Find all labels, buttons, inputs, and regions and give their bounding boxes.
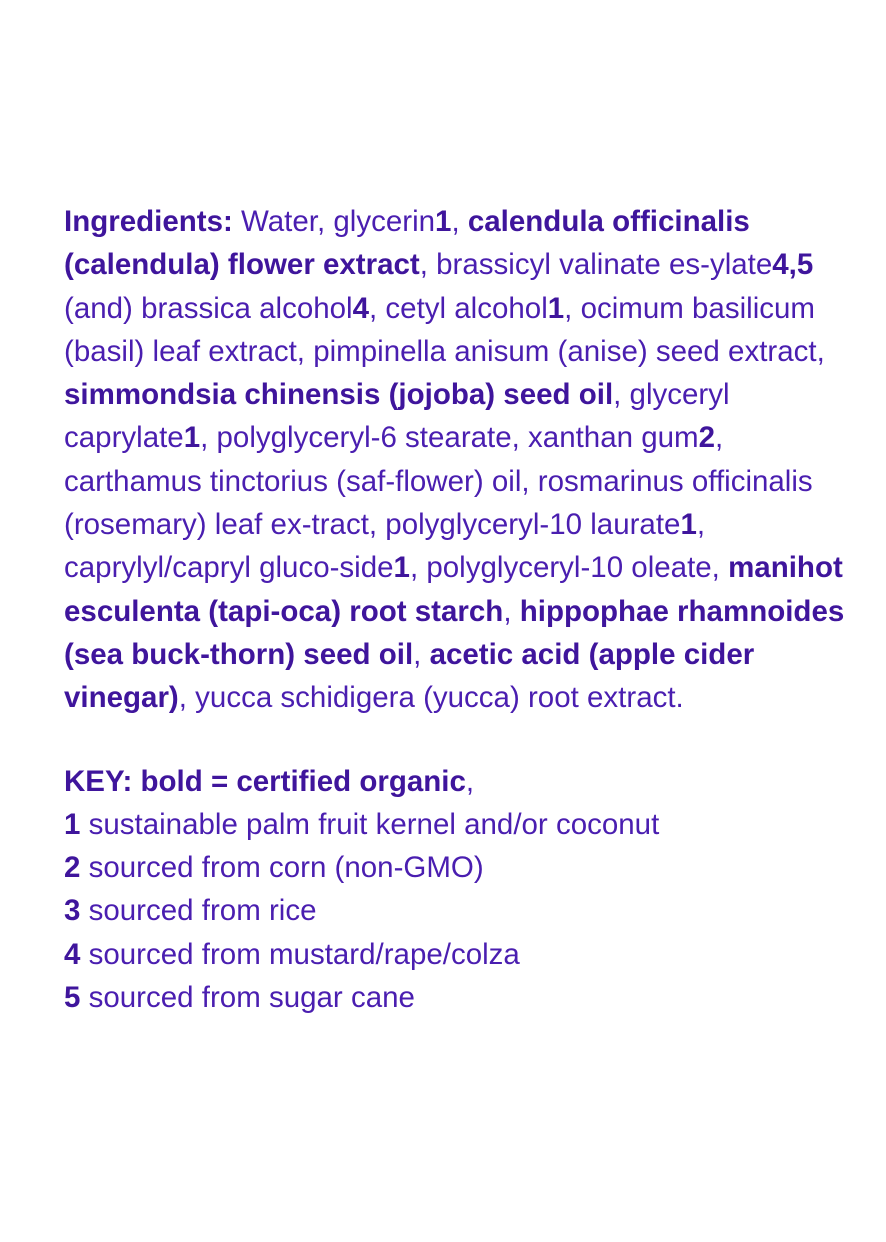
key-title-line	[64, 760, 854, 803]
key-title-suffix: ,	[465, 764, 475, 798]
key-item-number: 1	[64, 807, 81, 841]
ingredient-segment: , brassicyl valinate es-ylate	[419, 248, 773, 282]
key-item-text: sourced from sugar cane	[80, 981, 415, 1015]
ingredient-segment: , ocimum basilicum (basil) leaf extract, pimpinella anisum (anise) seed extract,	[64, 291, 825, 368]
ingredient-bold-segment: hippophae rhamnoides (sea buck-thorn) seed oil	[64, 594, 845, 671]
ingredient-segment: ,	[503, 594, 520, 628]
ingredient-bold-segment: 2	[698, 421, 716, 455]
ingredient-bold-segment: 1	[680, 508, 697, 542]
key-item-number: 4	[64, 937, 81, 971]
ingredient-segment: , cetyl alcohol	[369, 291, 548, 325]
ingredient-segment: ,	[451, 205, 468, 238]
key-item-number: 3	[64, 894, 81, 928]
ingredient-bold-segment: simmondsia chinensis (jojoba) seed oil	[64, 378, 614, 412]
ingredient-segment: , carthamus tinctorius (saf-flower) oil, rosmarinus officinalis (rosemary) leaf ex-tract, polyglyceryl-10 laurate	[64, 421, 813, 542]
key-legend	[64, 760, 854, 1020]
key-item-number: 2	[64, 851, 81, 885]
label-panel	[64, 200, 854, 1019]
key-item	[64, 803, 854, 846]
ingredient-bold-segment: 1	[435, 205, 452, 238]
key-item	[64, 846, 854, 889]
key-item-text: sourced from mustard/rape/colza	[80, 937, 520, 971]
key-item	[64, 976, 854, 1019]
ingredient-bold-segment: manihot esculenta (tapi-oca) root starch	[64, 551, 843, 628]
ingredient-bold-segment: calendula officinalis (calendula) flower extract	[64, 205, 750, 282]
ingredient-bold-segment: 4,5	[772, 248, 814, 282]
ingredient-segment: (and) brassica alcohol	[64, 291, 353, 325]
ingredient-segment: , polyglyceryl-10 oleate,	[409, 551, 729, 585]
key-item-text: sourced from corn (non-GMO)	[80, 851, 484, 885]
key-item	[64, 889, 854, 932]
ingredient-bold-segment: 1	[393, 551, 410, 585]
ingredient-bold-segment: 4	[352, 291, 370, 325]
key-item-number: 5	[64, 981, 81, 1015]
ingredient-segment: , yucca schidigera (yucca) root extract.	[178, 681, 684, 715]
key-title: KEY: bold = certified organic	[64, 764, 466, 798]
ingredient-segment: , glyceryl caprylate	[64, 378, 730, 455]
ingredients-label: Ingredients:	[64, 205, 233, 238]
ingredient-bold-segment: 1	[547, 291, 565, 325]
ingredient-bold-segment: 1	[183, 421, 201, 455]
ingredient-segment: ,	[413, 637, 430, 671]
key-item-text: sustainable palm fruit kernel and/or coconut	[80, 807, 660, 841]
key-item	[64, 933, 854, 976]
ingredients-paragraph	[64, 200, 854, 720]
ingredient-segment: , caprylyl/capryl gluco-side	[64, 508, 706, 585]
ingredient-segment: , polyglyceryl-6 stearate, xanthan gum	[200, 421, 699, 455]
ingredient-bold-segment: acetic acid (apple cider vinegar)	[64, 637, 755, 715]
ingredient-segment: Water, glycerin	[241, 205, 436, 238]
key-item-text: sourced from rice	[80, 894, 317, 928]
